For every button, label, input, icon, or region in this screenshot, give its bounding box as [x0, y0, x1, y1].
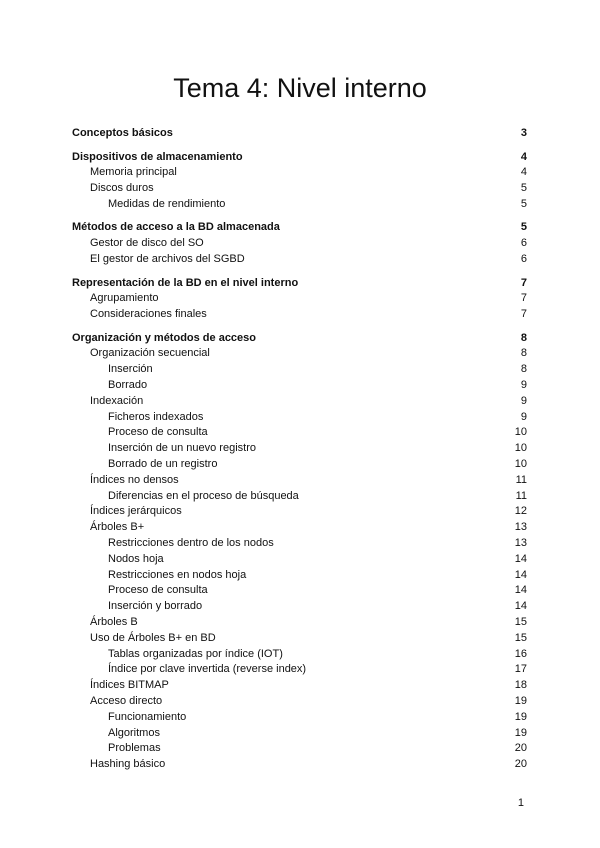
toc-entry-page: 20 — [514, 758, 527, 771]
toc-entry-page: 20 — [514, 742, 527, 755]
toc-entry-label: Métodos de acceso a la BD almacenada — [72, 221, 280, 234]
toc-entry-page: 14 — [514, 552, 527, 565]
toc-entry-page: 5 — [520, 182, 527, 195]
toc-entry[interactable] — [0, 425, 600, 440]
toc-entry-label: Tablas organizadas por índice (IOT) — [108, 647, 283, 660]
toc-entry-page: 9 — [520, 410, 527, 423]
toc-entry-page: 14 — [514, 568, 527, 581]
toc-entry-page: 6 — [520, 253, 527, 265]
toc-entry[interactable] — [0, 489, 600, 504]
toc-entry-label: Funcionamiento — [108, 710, 187, 723]
toc-entry-page: 13 — [514, 537, 527, 549]
toc-entry-label: Discos duros — [90, 182, 154, 195]
toc-entry-label: Memoria principal — [90, 166, 177, 179]
toc-entry[interactable] — [0, 520, 600, 535]
toc-entry-page: 9 — [520, 394, 527, 407]
toc-entry[interactable] — [0, 410, 600, 425]
toc-entry-label: Nodos hoja — [108, 552, 164, 565]
toc-entry-label: Árboles B+ — [90, 521, 145, 534]
toc-entry[interactable] — [0, 291, 600, 306]
toc-entry-page: 10 — [514, 426, 527, 439]
toc-entry[interactable] — [0, 504, 600, 519]
toc-entry-label: Índices BITMAP — [90, 679, 169, 692]
toc-entry-label: Indexación — [90, 394, 144, 407]
toc-entry[interactable] — [0, 126, 600, 141]
toc-entry-page: 14 — [514, 600, 527, 613]
toc-entry[interactable] — [0, 741, 600, 756]
toc-entry-page: 16 — [514, 647, 527, 660]
toc-entry-label: Índices no densos — [90, 473, 179, 486]
toc-entry-label: Acceso directo — [90, 695, 163, 707]
toc-entry-page: 5 — [520, 221, 527, 234]
toc-entry-label: Gestor de disco del SO — [90, 237, 204, 250]
toc-entry[interactable] — [0, 457, 600, 472]
toc-entry-label: Medidas de rendimiento — [108, 197, 226, 210]
toc-entry-label: Proceso de consulta — [108, 426, 208, 439]
toc-entry-label: Índices jerárquicos — [90, 505, 182, 518]
toc-entry-page: 7 — [520, 308, 527, 321]
toc-entry[interactable] — [0, 378, 600, 393]
toc-entry-label: Uso de Árboles B+ en BD — [90, 631, 216, 644]
toc-entry[interactable] — [0, 252, 600, 267]
toc-entry-page: 9 — [520, 379, 527, 391]
toc-entry-page: 15 — [514, 631, 527, 644]
toc-entry-page: 15 — [514, 616, 527, 628]
toc-entry-label: Borrado — [108, 379, 148, 391]
toc-entry-label: Borrado de un registro — [108, 458, 218, 470]
toc-entry[interactable] — [0, 552, 600, 567]
toc-entry-label: Consideraciones finales — [90, 308, 207, 321]
toc-entry[interactable] — [0, 276, 600, 291]
toc-entry[interactable] — [0, 631, 600, 646]
toc-entry-label: Hashing básico — [90, 758, 166, 771]
toc-entry[interactable] — [0, 647, 600, 662]
toc-entry-page: 10 — [514, 442, 527, 455]
toc-entry-page: 10 — [514, 458, 527, 470]
toc-entry-label: Proceso de consulta — [108, 584, 208, 597]
toc-entry-label: Organización secuencial — [90, 347, 210, 360]
toc-entry-label: Restricciones en nodos hoja — [108, 568, 247, 581]
toc-entry-label: Inserción — [108, 363, 153, 376]
toc-entry-label: Árboles B — [90, 616, 138, 628]
toc-entry[interactable] — [0, 307, 600, 322]
toc-entry-label: Índice por clave invertida (reverse index) — [108, 663, 307, 676]
document-title: Tema 4: Nivel interno — [173, 73, 427, 103]
toc-entry[interactable] — [0, 346, 600, 361]
toc-entry-page: 12 — [514, 505, 527, 518]
toc-entry-page: 8 — [520, 347, 527, 360]
toc-entry-page: 14 — [514, 584, 527, 597]
toc-entry-page: 4 — [520, 150, 527, 163]
toc-entry-page: 7 — [520, 276, 527, 289]
toc-entry-label: Organización y métodos de acceso — [72, 331, 257, 344]
toc-entry-page: 6 — [520, 237, 527, 250]
toc-entry-label: Agrupamiento — [90, 292, 159, 305]
toc-entry-page: 11 — [515, 473, 527, 486]
toc-entry[interactable] — [0, 165, 600, 180]
toc-entry[interactable] — [0, 662, 600, 677]
toc-entry[interactable] — [0, 394, 600, 409]
toc-entry-page: 19 — [514, 710, 527, 723]
toc-entry-label: Inserción y borrado — [108, 600, 203, 613]
toc-entry-page: 17 — [514, 663, 527, 676]
toc-entry-label: Diferencias en el proceso de búsqueda — [108, 489, 299, 502]
toc-entry[interactable] — [0, 362, 600, 377]
toc-entry[interactable] — [0, 694, 600, 709]
toc-entry-page: 18 — [514, 679, 527, 692]
toc-entry[interactable] — [0, 197, 600, 212]
toc-entry-page: 13 — [514, 521, 527, 534]
toc-entry[interactable] — [0, 615, 600, 630]
toc-entry[interactable] — [0, 599, 600, 614]
toc-entry-page: 7 — [520, 292, 527, 305]
toc-entry-label: Representación de la BD en el nivel interno — [72, 276, 299, 289]
toc-entry[interactable] — [0, 568, 600, 583]
toc-entry[interactable] — [0, 757, 600, 772]
toc-entry[interactable] — [0, 536, 600, 551]
toc-entry[interactable] — [0, 331, 600, 346]
toc-entry-label: Problemas — [108, 742, 161, 755]
toc-entry-page: 4 — [520, 166, 527, 179]
toc-entry[interactable] — [0, 220, 600, 235]
toc-entry-label: El gestor de archivos del SGBD — [90, 253, 245, 265]
toc-entry-page: 19 — [514, 695, 527, 707]
toc-entry-label: Conceptos básicos — [72, 127, 173, 139]
toc-entry[interactable] — [0, 181, 600, 196]
toc-entry-label: Ficheros indexados — [108, 410, 204, 423]
toc-entry-label: Restricciones dentro de los nodos — [108, 537, 274, 549]
toc-entry-page: 8 — [520, 331, 527, 344]
toc-entry-page: 8 — [520, 363, 527, 376]
toc-entry[interactable] — [0, 710, 600, 725]
toc-entry[interactable] — [0, 726, 600, 741]
toc-entry-label: Dispositivos de almacenamiento — [72, 150, 243, 163]
toc-entry-page: 19 — [514, 726, 527, 739]
toc-entry[interactable] — [0, 441, 600, 456]
toc-entry[interactable] — [0, 678, 600, 693]
toc-entry-page: 5 — [520, 197, 527, 210]
toc-entry[interactable] — [0, 473, 600, 488]
toc-entry-label: Algoritmos — [108, 726, 160, 739]
page-number: 1 — [517, 797, 524, 809]
toc-entry[interactable] — [0, 236, 600, 251]
toc-entry-page: 3 — [520, 127, 527, 139]
toc-entry[interactable] — [0, 150, 600, 165]
toc-entry-label: Inserción de un nuevo registro — [108, 442, 256, 455]
toc-entry-page: 11 — [515, 489, 527, 502]
toc-entry[interactable] — [0, 583, 600, 598]
